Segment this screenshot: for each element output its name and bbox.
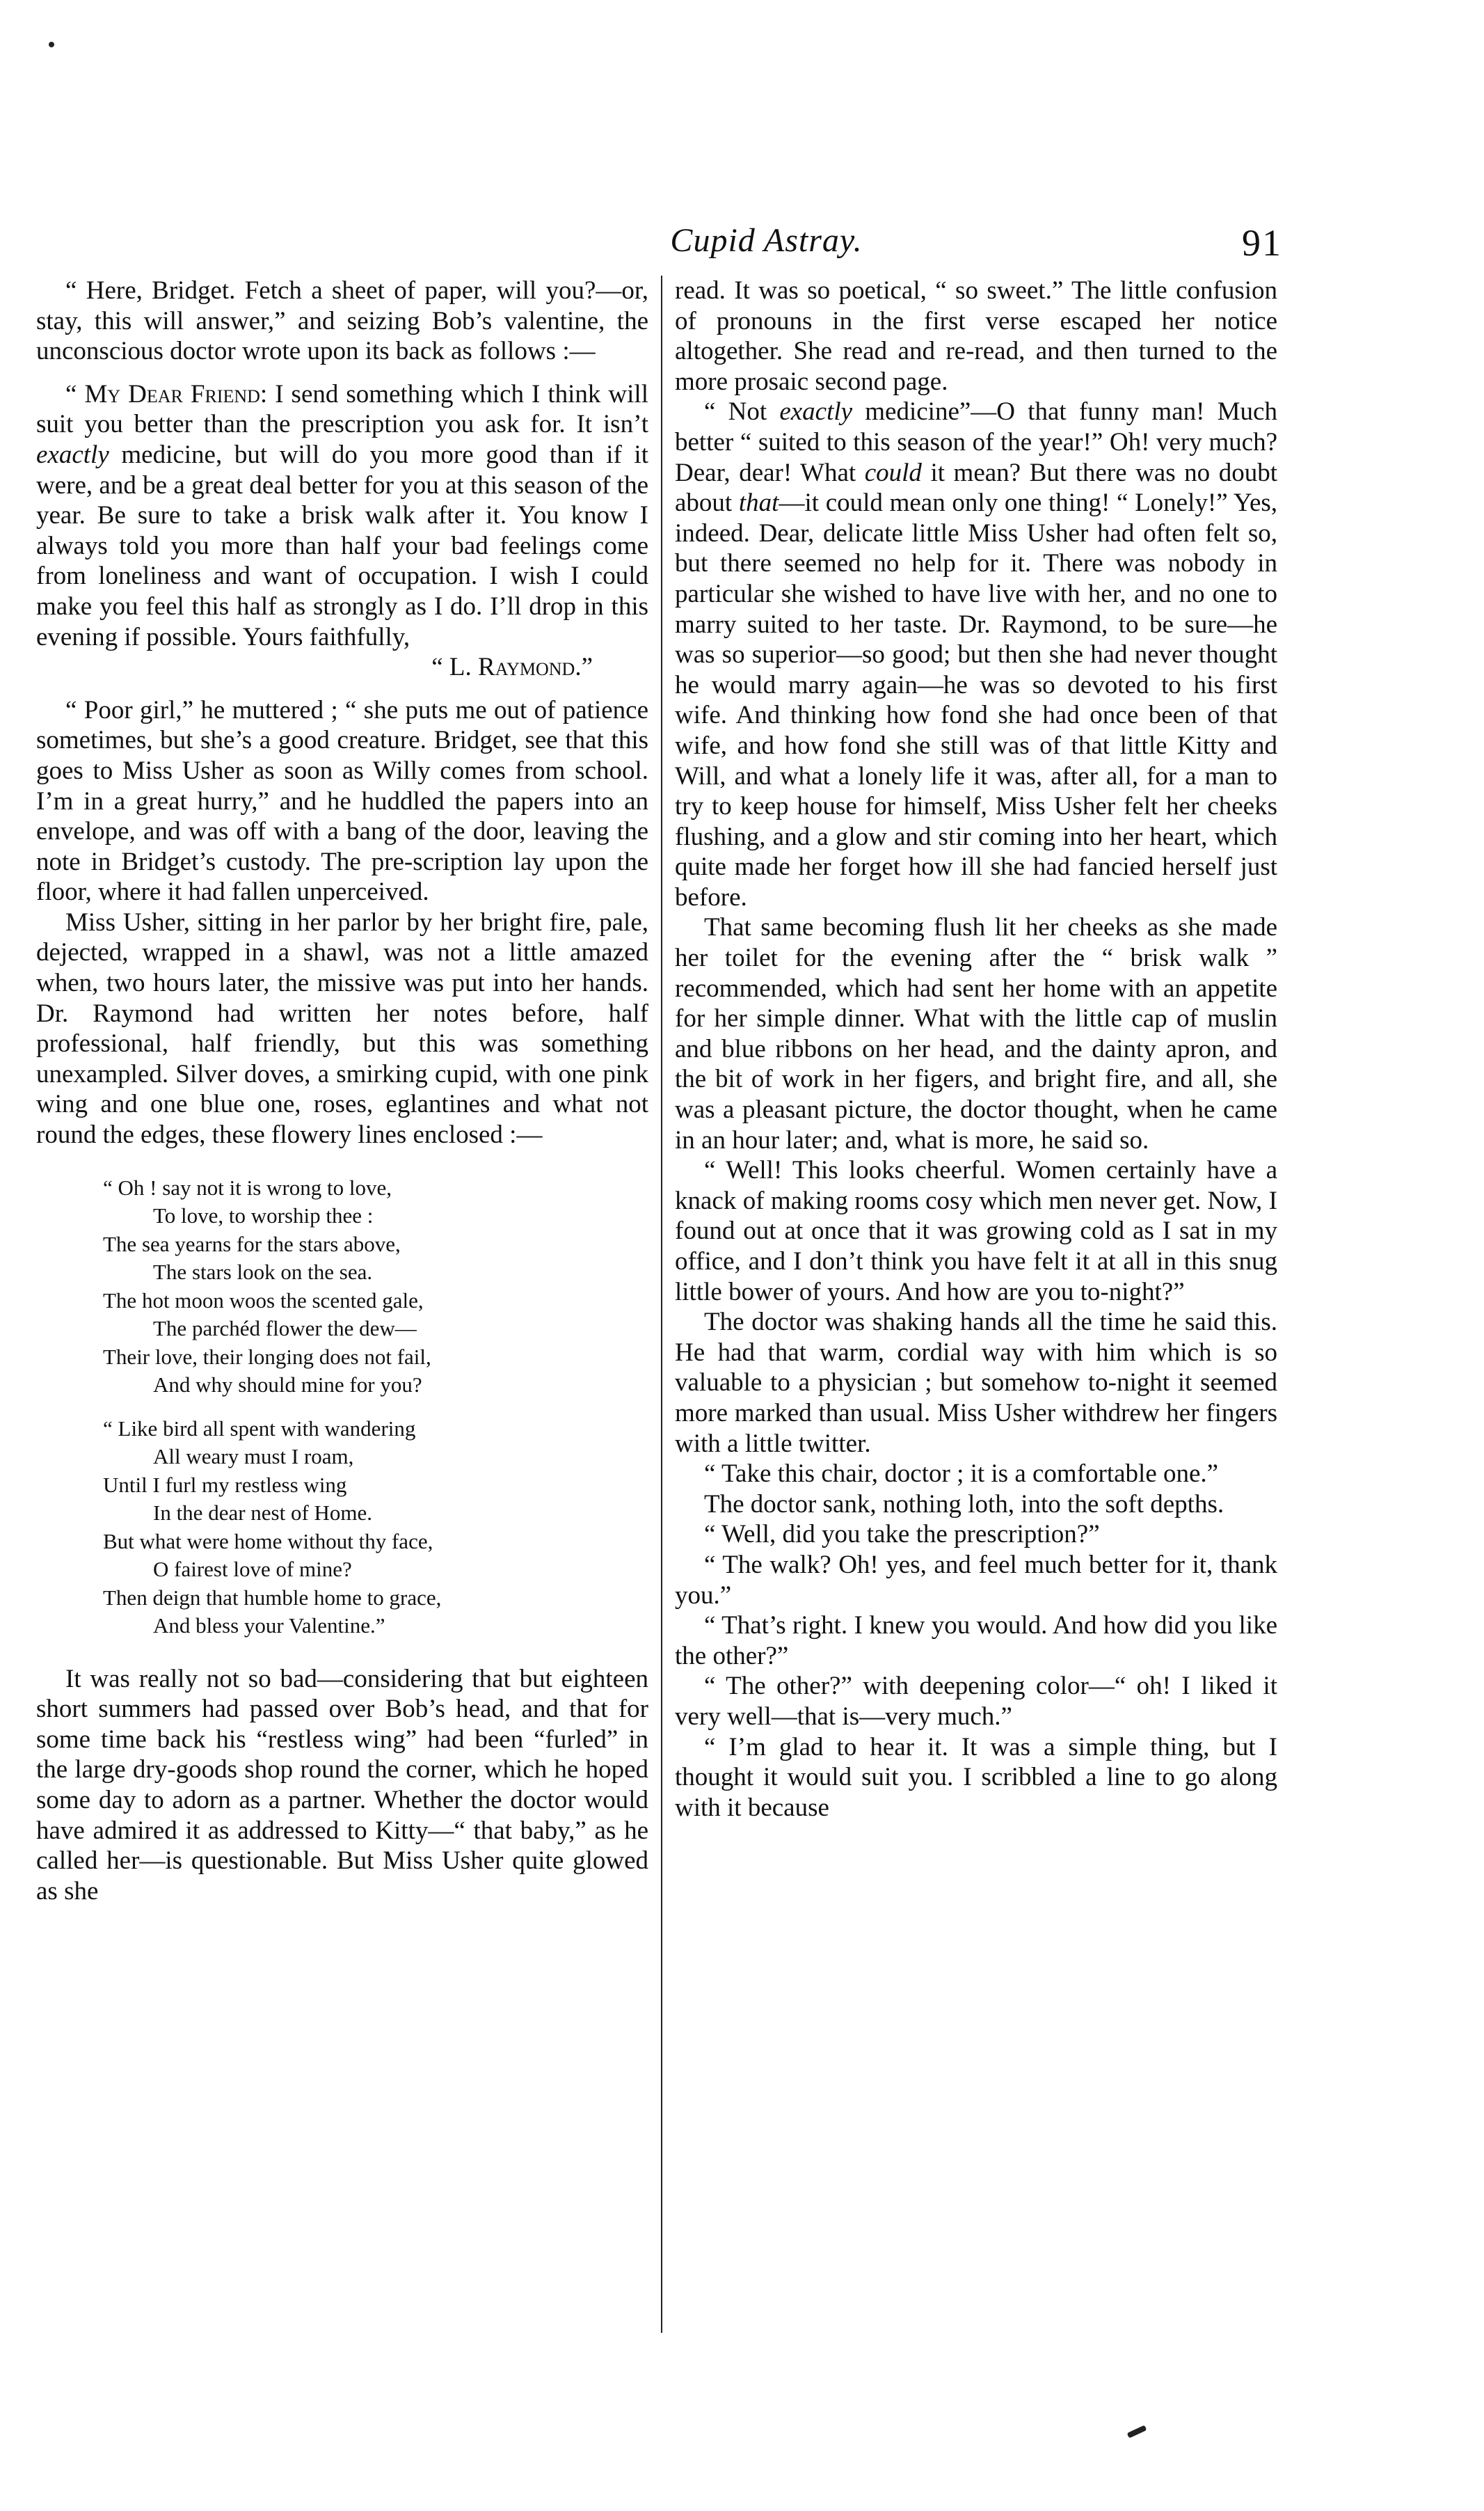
column-divider (661, 276, 662, 2333)
letter-signature: “ L. Raymond.” (431, 653, 593, 682)
running-title: Cupid Astray. (670, 222, 863, 259)
paragraph: It was really not so bad—considering that but eighteen short summers had passed over Bob’s head, and that for some time back his “restless wing” had been “furled” in the large dry-goods shop round the corner, which he hoped some day to adorn as a partner. Whether the doctor would have admired it as addressed to Kitty—“ that baby,” as he called her—is questionable. But Miss Usher quite glowed as she (36, 1664, 648, 1906)
paragraph: The doctor was shaking hands all the time he said this. He had that warm, cordial way with him which is so valuable to a physician ; but somehow to-night it seemed more marked than usual. Miss Usher withdrew her fingers with a little twitter. (675, 1308, 1277, 1458)
poem-stanza (103, 1415, 648, 1640)
paragraph: “ Well, did you take the prescription?” (704, 1520, 1100, 1549)
valentine-poem (36, 1174, 648, 1640)
poem-line: All weary must I roam, (153, 1444, 354, 1469)
paragraph: “ The walk? Oh! yes, and feel much better for it, thank you.” (675, 1550, 1277, 1610)
right-column (675, 276, 1277, 1823)
poem-line: The stars look on the sea. (153, 1260, 373, 1285)
paragraph: read. It was so poetical, “ so sweet.” The little confusion of pronouns in the first verse escaped her notice altogether. She read and re-read, and then turned to the more prosaic second page. (675, 276, 1277, 396)
poem-line: O fairest love of mine? (153, 1557, 352, 1582)
poem-line: “ Like bird all spent with wandering (103, 1416, 416, 1441)
poem-line: But what were home without thy face, (103, 1528, 433, 1553)
poem-line: To love, to worship thee : (153, 1203, 374, 1228)
poem-line: The parchéd flower the dew— (153, 1316, 417, 1341)
paragraph: That same becoming flush lit her cheeks as she made her toilet for the evening after the “ brisk walk ” recommended, which had sent her home with an appetite for her simple dinner. What with the little cap of muslin and blue ribbons on her head, and the dainty apron, and the bit of work in her figers, and bright fire, and all, she was a pleasant picture, the doctor thought, when he came in an hour later; and, what is more, he said so. (675, 913, 1277, 1155)
paragraph: “ That’s right. I knew you would. And how did you like the other?” (675, 1611, 1277, 1670)
poem-line: Then deign that humble home to grace, (103, 1585, 442, 1610)
poem-line: In the dear nest of Home. (153, 1500, 373, 1526)
poem-line: And bless your Valentine.” (153, 1613, 385, 1638)
paragraph: “ Poor girl,” he muttered ; “ she puts me out of patience sometimes, but she’s a good creature. Bridget, see that this goes to Miss Usher as soon as Willy comes from school. I’m in a great hurry,” and he huddled the papers into an envelope, and was off with a bang of the door, leaving the note in Bridget’s custody. The pre-scription lay upon the floor, where it had fallen unperceived. (36, 695, 648, 907)
poem-line: Their love, their longing does not fail, (103, 1344, 431, 1369)
poem-line: And why should mine for you? (153, 1372, 422, 1397)
paragraph: “ I’m glad to hear it. It was a simple thing, but I thought it would suit you. I scribbled a line to go along with it because (675, 1732, 1277, 1822)
paragraph: “ Take this chair, doctor ; it is a comfortable one.” (704, 1459, 1219, 1489)
poem-line: “ Oh ! say not it is wrong to love, (103, 1175, 392, 1200)
poem-line: The sea yearns for the stars above, (103, 1231, 401, 1256)
left-column (36, 276, 648, 1906)
poem-stanza (103, 1174, 648, 1400)
paragraph: The doctor sank, nothing loth, into the soft depths. (704, 1489, 1224, 1519)
page-number: 91 (1242, 222, 1282, 264)
ink-mark (1127, 2425, 1147, 2438)
paragraph: “ Well! This looks cheerful. Women certainly have a knack of making rooms cosy which men never get. Now, I found out at once that it was growing cold as I sat in my office, and I don’t think you have felt it at all in this snug little bower of yours. And how are you to-night?” (675, 1156, 1277, 1306)
poem-line: Until I furl my restless wing (103, 1472, 347, 1497)
letter-paragraph: “ My Dear Friend: I send something which I think will suit you better than the prescription you ask for. It isn’t exactly medicine, but will do you more good than if it were, and be a great deal better for you at this season of the year. Be sure to take a brisk walk after it. You know I always told you more than half your bad feelings come from loneliness and want of occupation. I wish I could make you feel this half as strongly as I do. I’ll drop in this evening if possible. Yours faithfully, (36, 379, 648, 651)
paragraph: “ The other?” with deepening color—“ oh! I liked it very well—that is—very much.” (675, 1672, 1277, 1731)
paragraph: “ Not exactly medicine”—O that funny man! Much better “ suited to this season of the year!” Oh! very much? Dear, dear! What could it mean? But there was no doubt about that—it could mean only one thing! “ Lonely!” Yes, indeed. Dear, delicate little Miss Usher had often felt so, but there seemed no help for it. There was nobody in particular she wished to have live with her, and no one to marry suited to her taste. Dr. Raymond, to be sure—he was so superior—so good; but then she had never thought he would marry again—he was so devoted to his first wife. And thinking how fond she had once been of that wife, and how fond she still was of that little Kitty and Will, and what a lonely life it was, after all, for a man to try to keep house for himself, Miss Usher felt her cheeks flushing, and a glow and stir coming into her heart, which quite made her forget how ill she had fancied herself just before. (675, 397, 1278, 912)
ink-speck (49, 42, 54, 47)
letter-salutation: “ My Dear Friend (65, 379, 260, 409)
paragraph: “ Here, Bridget. Fetch a sheet of paper, will you?—or, stay, this will answer,” and seizing Bob’s valentine, the unconscious doctor wrote upon its back as follows :— (36, 276, 648, 366)
poem-line: The hot moon woos the scented gale, (103, 1288, 424, 1313)
paragraph: Miss Usher, sitting in her parlor by her bright fire, pale, dejected, wrapped in a shawl, was not a little amazed when, two hours later, the missive was put into her hands. Dr. Raymond had written her notes before, half professional, half friendly, but this was something unexampled. Silver doves, a smirking cupid, with one pink wing and one blue one, roses, eglantines and what not round the edges, these flowery lines enclosed :— (36, 908, 648, 1150)
